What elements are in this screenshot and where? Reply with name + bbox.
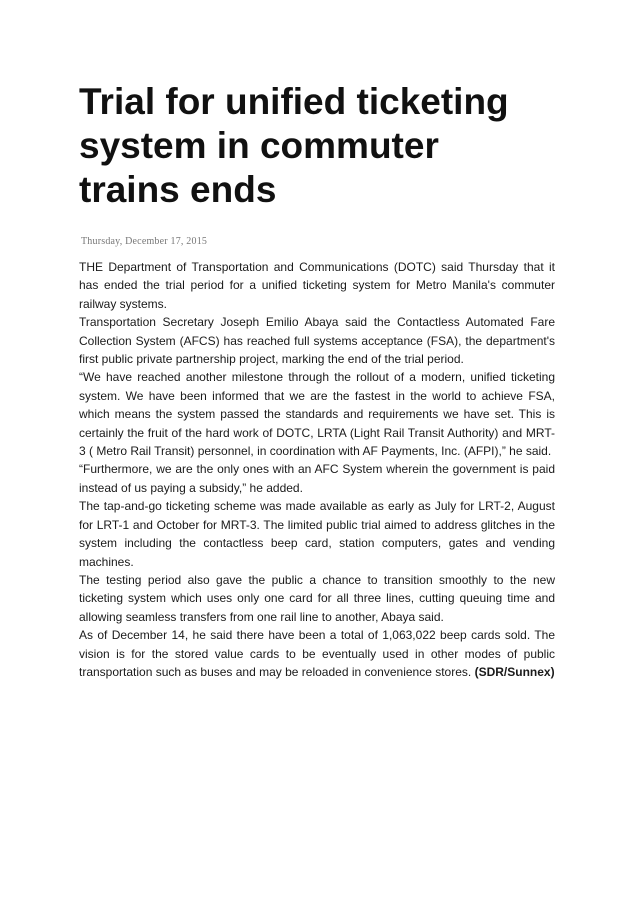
- headline-line-2: system in commuter: [79, 125, 439, 166]
- paragraph-2: Transportation Secretary Joseph Emilio Abaya said the Contactless Automated Fare Collection System (AFCS) has reached full systems acceptance (FSA), the department's first public private partnership project, marking the end of the trial period.: [79, 315, 555, 367]
- paragraph-7-text: As of December 14, he said there have been a total of 1,063,022 beep cards sold. The vision is for the stored value cards to be eventually used in other modes of public transportation such as buses and may be reloaded in convenience stores.: [79, 628, 555, 679]
- article-credit: (SDR/Sunnex): [474, 664, 555, 679]
- paragraph-7: [79, 626, 555, 681]
- headline-line-3: trains ends: [79, 169, 277, 210]
- article-body: [79, 258, 555, 681]
- article-date: Thursday, December 17, 2015: [81, 236, 208, 247]
- paragraph-1: THE Department of Transportation and Communications (DOTC) said Thursday that it has ended the trial period for a unified ticketing system for Metro Manila's commuter railway systems.: [79, 260, 555, 311]
- article-headline: [79, 80, 579, 212]
- paragraph-3: “We have reached another milestone through the rollout of a modern, unified ticketing system. We have been informed that we are the fastest in the world to achieve FSA, which means the system passed the standards and requirements we have set. This is certainly the fruit of the hard work of DOTC, LRTA (Light Rail Transit Authority) and MRT-3 ( Metro Rail Transit) personnel, in coordination with AF Payments, Inc. (AFPI),” he said.: [79, 370, 555, 459]
- paragraph-6: The testing period also gave the public a chance to transition smoothly to the new ticketing system which uses only one card for all three lines, cutting queuing time and allowing seamless transfers from one rail line to another, Abaya said.: [79, 572, 555, 624]
- headline-line-1: Trial for unified ticketing: [79, 81, 509, 122]
- paragraph-4: “Furthermore, we are the only ones with an AFC System wherein the government is paid instead of us paying a subsidy,” he added.: [79, 462, 555, 495]
- paragraph-5: The tap-and-go ticketing scheme was made available as early as July for LRT-2, August for LRT-1 and October for MRT-3. The limited public trial aimed to address glitches in the system including the contactless beep card, station computers, gates and vending machines.: [79, 499, 555, 569]
